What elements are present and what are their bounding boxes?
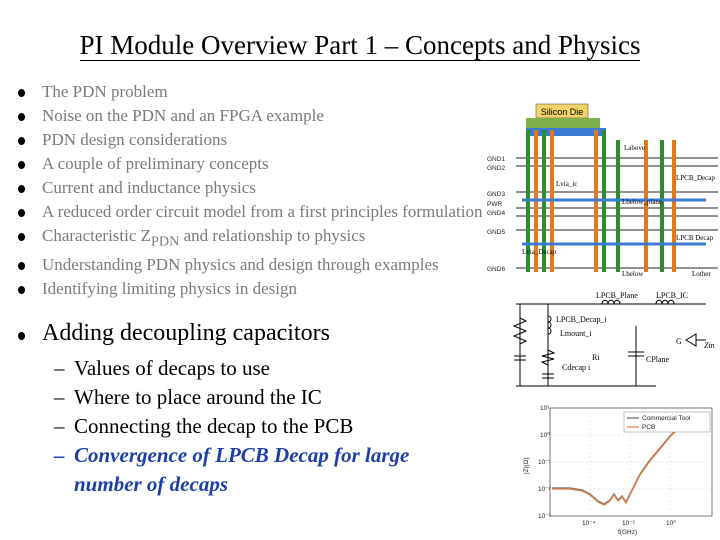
svg-text:|Z|(Ω): |Z|(Ω) <box>523 457 530 474</box>
slide-title: PI Module Overview Part 1 – Concepts and Physics <box>79 30 641 60</box>
bullet-dot <box>18 262 25 270</box>
svg-text:GND2: GND2 <box>487 165 506 172</box>
bullet-dot <box>18 185 25 193</box>
bullet-dot <box>18 89 25 97</box>
list-item: Current and inductance physics <box>18 176 538 200</box>
sub-item-highlight: – Convergence of LPCB Decap for large number of decaps <box>54 443 410 496</box>
svg-text:10⁻²: 10⁻² <box>622 520 635 527</box>
svg-text:Lother: Lother <box>692 270 711 278</box>
list-item: PDN design considerations <box>18 128 538 152</box>
main-bullet: Adding decoupling capacitors <box>18 320 482 347</box>
pcb-stackup-figure <box>486 100 720 296</box>
svg-text:GND4: GND4 <box>487 210 506 217</box>
list-item: The PDN problem <box>18 80 538 104</box>
svg-text:LPCB_IC: LPCB_IC <box>656 291 689 300</box>
svg-text:PCB: PCB <box>642 424 656 431</box>
sub-item: – Values of decaps to use <box>54 356 270 380</box>
svg-text:PWR: PWR <box>487 201 503 208</box>
svg-text:Lmount_i: Lmount_i <box>560 329 592 338</box>
bullet-dot <box>18 137 25 145</box>
svg-text:GND5: GND5 <box>487 229 506 236</box>
svg-text:10⁻³: 10⁻³ <box>538 513 551 520</box>
list-item: Understanding PDN physics and design through examples <box>18 253 538 277</box>
bullet-dot <box>18 113 25 121</box>
svg-text:Cdecap i: Cdecap i <box>562 363 591 372</box>
topic-list <box>18 80 538 301</box>
bullet-dot <box>18 209 25 217</box>
svg-text:LPCB_Decap: LPCB_Decap <box>676 174 715 182</box>
list-item: A couple of preliminary concepts <box>18 152 538 176</box>
svg-text:LPCB_Decap_i: LPCB_Decap_i <box>556 315 607 324</box>
svg-text:10¹: 10¹ <box>540 405 550 412</box>
list-item: Characteristic $Z_{PDN}$ and relationship to physics <box>18 224 538 253</box>
bullet-dot <box>18 332 25 340</box>
svg-text:f(GHz): f(GHz) <box>618 529 638 536</box>
svg-text:CPlane: CPlane <box>646 355 670 364</box>
sub-item: – Connecting the decap to the PCB <box>54 414 354 438</box>
svg-text:GND6: GND6 <box>487 266 506 273</box>
svg-text:Lvia_ic: Lvia_ic <box>556 180 578 188</box>
svg-text:Lvia_Decap: Lvia_Decap <box>522 248 557 256</box>
svg-text:GND1: GND1 <box>487 156 506 163</box>
svg-text:10⁰: 10⁰ <box>666 520 676 527</box>
svg-text:LPCB Decap: LPCB Decap <box>676 234 714 242</box>
list-item: Identifying limiting physics in design <box>18 277 538 301</box>
bullet-dot <box>18 233 25 241</box>
list-item: Noise on the PDN and an FPGA example <box>18 104 538 128</box>
svg-text:LPCB_Plane: LPCB_Plane <box>596 291 638 300</box>
svg-text:Lbelow: Lbelow <box>622 270 644 278</box>
sub-item: – Where to place around the IC <box>54 385 322 409</box>
bullet-dot <box>18 286 25 294</box>
svg-text:GND3: GND3 <box>487 191 506 198</box>
svg-text:Zin: Zin <box>704 341 715 350</box>
svg-text:10⁻²: 10⁻² <box>538 486 551 493</box>
svg-text:Lbelow_plane: Lbelow_plane <box>622 198 663 206</box>
svg-text:Commercial Tool: Commercial Tool <box>642 415 691 422</box>
svg-text:10⁻⁴: 10⁻⁴ <box>582 520 596 527</box>
impedance-plot <box>520 404 716 536</box>
svg-text:Labove: Labove <box>624 144 645 152</box>
svg-text:Ri: Ri <box>592 353 600 362</box>
svg-text:10⁻¹: 10⁻¹ <box>538 459 551 466</box>
svg-text:G: G <box>676 337 682 346</box>
circuit-model-figure <box>506 291 720 396</box>
list-item: A reduced order circuit model from a first principles formulation <box>18 200 538 224</box>
svg-text:10⁰: 10⁰ <box>540 432 550 439</box>
bullet-dot <box>18 161 25 169</box>
die-label: Silicon Die <box>540 107 584 117</box>
sub-list <box>54 354 474 499</box>
